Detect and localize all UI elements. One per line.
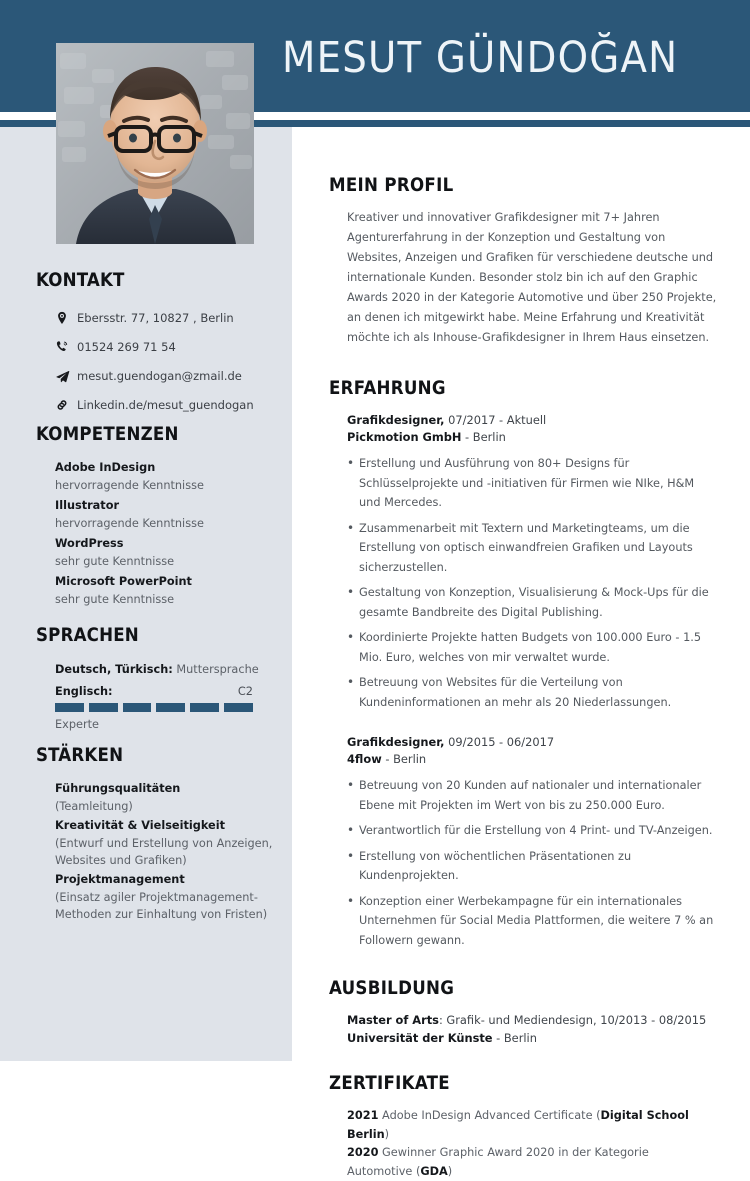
contact-list [36, 306, 276, 417]
avatar [56, 43, 254, 244]
competence-level: hervorragende Kenntnisse [55, 479, 204, 492]
bar-segment [123, 703, 152, 712]
strengths-section [36, 745, 276, 925]
list-item: • Koordinierte Projekte hatten Budgets von 100.000 Euro - 1.5 Mio. Euro, welches von mir verwaltet wurde. [347, 628, 717, 667]
phone-icon [55, 340, 77, 354]
education-degree-line [347, 1012, 717, 1030]
contact-item-address [36, 306, 276, 330]
experience-entry [347, 412, 717, 712]
competences-heading: KOMPETENZEN [36, 424, 179, 445]
language-level-caption: Experte [55, 718, 99, 731]
experience-section [329, 378, 717, 950]
contact-address-text: Ebersstr. 77, 10827 , Berlin [77, 311, 234, 325]
list-item [55, 459, 276, 495]
certificate-org: Digital School Berlin [347, 1109, 689, 1141]
list-item: • Zusammenarbeit mit Textern und Marketingteams, um die Erstellung von optisch einwandfreien Grafiken und Layouts sicherzustellen. [347, 519, 717, 578]
strengths-heading: STÄRKEN [36, 745, 124, 766]
job-role: Grafikdesigner, [347, 413, 445, 427]
list-item [347, 1107, 717, 1144]
language-rated-cefr: C2 [237, 685, 253, 698]
certificate-suffix: ) [447, 1164, 453, 1178]
list-item [55, 535, 276, 571]
job-location: - Berlin [461, 430, 506, 444]
education-location: - Berlin [492, 1030, 537, 1045]
job-bullet-list [347, 776, 717, 950]
contact-linkedin-text: Linkedin.de/mesut_guendogan [77, 398, 254, 412]
profile-section [329, 175, 717, 348]
portrait-photo [56, 43, 254, 244]
list-item: • Betreuung von 20 Kunden auf nationaler und internationaler Ebene mit Projekten im Wert von bis zu 250.000 Euro. [347, 776, 717, 815]
education-section [329, 978, 717, 1047]
bar-segment [224, 703, 253, 712]
sidebar [0, 127, 292, 1061]
contact-heading: KONTAKT [36, 270, 125, 291]
language-native-label: Deutsch, Türkisch: [55, 663, 173, 676]
job-title-line [347, 734, 717, 751]
education-heading: AUSBILDUNG [329, 978, 455, 999]
competence-name: Microsoft PowerPoint [55, 575, 192, 588]
education-field: : Grafik- und Mediendesign, 10/2013 - 08/2015 [438, 1013, 707, 1027]
competence-name: Illustrator [55, 499, 120, 512]
certificate-suffix: ) [384, 1127, 390, 1141]
competence-name: Adobe InDesign [55, 461, 156, 474]
list-item: • Erstellung von wöchentlichen Präsentationen zu Kundenprojekten. [347, 847, 717, 886]
certificate-text: Adobe InDesign Advanced Certificate ( [378, 1109, 601, 1122]
strength-name: Projektmanagement [55, 872, 185, 886]
job-company-line [347, 751, 717, 768]
job-bullet-list [347, 454, 717, 712]
education-degree: Master of Arts [347, 1013, 439, 1027]
paper-plane-icon [55, 369, 77, 384]
main-content [292, 127, 750, 1178]
certificate-year: 2021 [347, 1109, 379, 1122]
list-item [55, 573, 276, 609]
strengths-list [36, 780, 276, 924]
certificates-heading: ZERTIFIKATE [329, 1073, 450, 1094]
job-dates: 07/2017 - Aktuell [444, 413, 547, 427]
job-company: 4flow [347, 752, 382, 766]
location-pin-icon [55, 311, 77, 325]
certificates-list [347, 1107, 717, 1181]
strength-desc: (Teamleitung) [55, 800, 133, 813]
profile-heading: MEIN PROFIL [329, 175, 454, 196]
job-dates: 09/2015 - 06/2017 [444, 735, 555, 749]
contact-item-email [36, 364, 276, 388]
bar-segment [190, 703, 219, 712]
competence-name: WordPress [55, 537, 124, 550]
language-rated-row [55, 685, 253, 698]
list-item: • Erstellung und Ausführung von 80+ Designs für Schlüsselprojekte und -initiativen für Firmen wie NIke, H&M und Mercedes. [347, 454, 717, 513]
competence-level: sehr gute Kenntnisse [55, 593, 175, 606]
job-company-line [347, 429, 717, 446]
page-title: MESUT GÜNDOĞAN [282, 33, 679, 83]
strength-name: Führungsqualitäten [55, 782, 181, 795]
languages-list [36, 660, 276, 732]
languages-section [36, 625, 276, 732]
job-role: Grafikdesigner, [347, 735, 445, 749]
job-company: Pickmotion GmbH [347, 430, 462, 444]
contact-item-linkedin [36, 393, 276, 417]
contact-email-text: mesut.guendogan@zmail.de [77, 369, 242, 383]
list-item: • Konzeption einer Werbekampagne für ein internationales Unternehmen für Social Media Plattformen, die weitere 7 % an Followern gewann. [347, 892, 717, 951]
list-item: • Verantwortlich für die Erstellung von 4 Print- und TV-Anzeigen. [347, 821, 717, 841]
list-item [347, 1144, 717, 1181]
job-title-line [347, 412, 717, 429]
list-item [55, 871, 276, 924]
strength-desc: (Einsatz agiler Projektmanagement-Methoden zur Einhaltung von Fristen) [55, 890, 268, 921]
contact-phone-text: 01524 269 71 54 [77, 340, 176, 354]
strength-desc: (Entwurf und Erstellung von Anzeigen, Websites und Grafiken) [55, 836, 273, 867]
competence-level: hervorragende Kenntnisse [55, 517, 204, 530]
competences-list [36, 459, 276, 609]
certificate-year: 2020 [347, 1146, 379, 1159]
experience-entry [347, 734, 717, 950]
competences-section [36, 424, 276, 611]
list-item [55, 817, 276, 870]
bar-segment [55, 703, 84, 712]
link-icon [55, 398, 77, 412]
list-item [55, 497, 276, 533]
strength-name: Kreativität & Vielseitigkeit [55, 818, 225, 832]
bar-segment [156, 703, 185, 712]
profile-text: Kreativer und innovativer Grafikdesigner mit 7+ Jahren Agenturerfahrung in der Konzeption und Gestaltung von Websites, Anzeigen und Grafiken für verschiedene deutsche und internationale Kunden. Besonder stolz bin ich auf den Graphic Awards 2020 in der Kategorie Automotive und über 250 Projekte, an denen ich mitgewirkt habe. Meine Erfahrung und Kreativität möchte ich als Inhouse-Grafikdesigner in Ihrem Haus einsetzen. [347, 211, 717, 344]
experience-heading: ERFAHRUNG [329, 378, 446, 399]
education-school-line [347, 1030, 717, 1048]
education-school: Universität der Künste [347, 1030, 493, 1045]
certificates-section [329, 1073, 717, 1181]
language-rated-name: Englisch: [55, 685, 113, 698]
contact-item-phone [36, 335, 276, 359]
competence-level: sehr gute Kenntnisse [55, 555, 175, 568]
languages-heading: SPRACHEN [36, 625, 139, 646]
contact-section [36, 270, 276, 422]
job-location: - Berlin [381, 752, 427, 766]
language-native [55, 660, 276, 679]
language-native-value: Muttersprache [176, 663, 259, 676]
list-item: • Gestaltung von Konzeption, Visualisierung & Mock-Ups für die gesamte Bandbreite des Digital Publishing. [347, 583, 717, 622]
bar-segment [89, 703, 118, 712]
list-item [55, 780, 276, 816]
certificate-org: GDA [420, 1164, 448, 1178]
list-item: • Betreuung von Websites für die Verteilung von Kundeninformationen an mehr als 20 Niederlassungen. [347, 673, 717, 712]
certificate-text: Gewinner Graphic Award 2020 in der Kategorie Automotive ( [347, 1146, 649, 1178]
language-level-bar [55, 703, 253, 712]
education-entry [347, 1012, 717, 1047]
